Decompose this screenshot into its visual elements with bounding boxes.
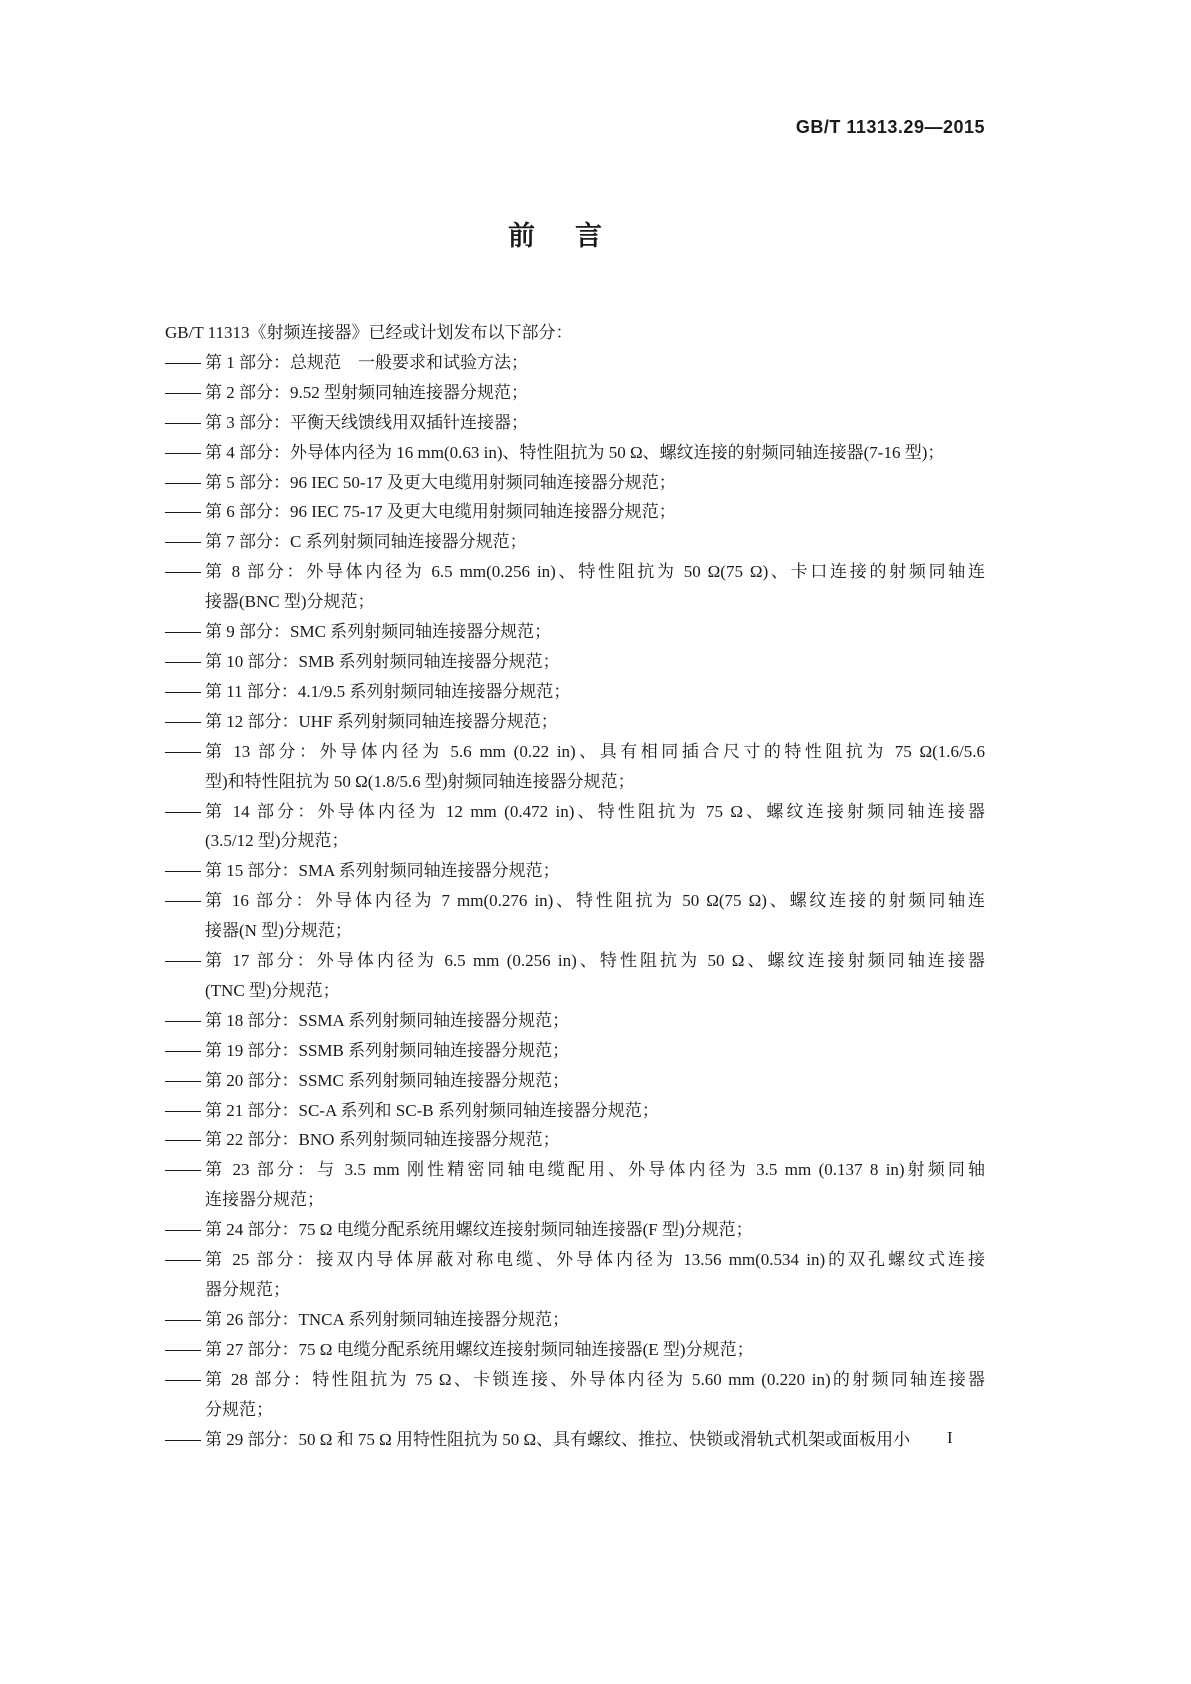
list-item [165, 1305, 985, 1335]
list-item [165, 1335, 985, 1365]
list-item [165, 1066, 985, 1096]
list-item-text: 第 16 部分：外导体内径为 7 mm(0.276 in)、特性阻抗为 50 Ω(75 Ω)、螺纹连接的射频同轴连 [205, 891, 985, 911]
list-item [165, 1245, 985, 1305]
list-item-text: 第 19 部分：SSMB 系列射频同轴连接器分规范； [205, 1040, 570, 1060]
list-item-text: 第 7 部分：C 系列射频同轴连接器分规范； [205, 532, 527, 552]
standard-number: GB/T 11313.29—2015 [795, 117, 985, 137]
list-item [165, 707, 985, 737]
list-item [165, 1155, 985, 1215]
list-item [165, 737, 985, 797]
list-item-text: 第 20 部分：SSMC 系列射频同轴连接器分规范； [205, 1070, 570, 1090]
list-item-text: 第 17 部分：外导体内径为 6.5 mm (0.256 in)、特性阻抗为 50 Ω、螺纹连接射频同轴连接器 [205, 951, 985, 971]
list-item [165, 438, 985, 468]
list-item-text: 第 1 部分：总规范 一般要求和试验方法； [205, 352, 528, 372]
list-item-text: 第 4 部分：外导体内径为 16 mm(0.63 in)、特性阻抗为 50 Ω、螺纹连接的射频同轴连接器(7-16 型)； [205, 442, 945, 462]
list-item-text: 第 11 部分：4.1/9.5 系列射频同轴连接器分规范； [205, 681, 571, 701]
list-item-text: 分规范； [205, 1399, 273, 1419]
list-item-text: 型)和特性阻抗为 50 Ω(1.8/5.6 型)射频同轴连接器分规范； [205, 771, 635, 791]
list-item-text: 第 9 部分：SMC 系列射频同轴连接器分规范； [205, 622, 552, 642]
list-item-text: 第 26 部分：TNCA 系列射频同轴连接器分规范； [205, 1309, 570, 1329]
intro-paragraph: GB/T 11313《射频连接器》已经或计划发布以下部分： [165, 323, 573, 342]
list-item [165, 557, 985, 617]
list-item-text: 第 12 部分：UHF 系列射频同轴连接器分规范； [205, 711, 558, 731]
list-item [165, 797, 985, 857]
parts-list [165, 348, 985, 1455]
list-item [165, 348, 985, 378]
page-number: I [947, 1428, 953, 1447]
list-item-text: 第 18 部分：SSMA 系列射频同轴连接器分规范； [205, 1010, 570, 1030]
list-item-text: 第 3 部分：平衡天线馈线用双插针连接器； [205, 412, 528, 432]
list-item [165, 1006, 985, 1036]
list-item-text: 连接器分规范； [205, 1190, 324, 1210]
list-item-text: (3.5/12 型)分规范； [205, 831, 349, 851]
list-item-text: 第 5 部分：96 IEC 50-17 及更大电缆用射频同轴连接器分规范； [205, 472, 676, 492]
document-body [165, 318, 985, 1454]
list-item [165, 1215, 985, 1245]
list-item-text: 接器(BNC 型)分规范； [205, 592, 375, 612]
list-item-text: 第 23 部分：与 3.5 mm 刚性精密同轴电缆配用、外导体内径为 3.5 mm (0.137 8 in)射频同轴 [205, 1160, 985, 1180]
list-item-text: 第 6 部分：96 IEC 75-17 及更大电缆用射频同轴连接器分规范； [205, 502, 676, 522]
list-item-text: 第 2 部分：9.52 型射频同轴连接器分规范； [205, 382, 528, 402]
list-item-text: 第 14 部分：外导体内径为 12 mm (0.472 in)、特性阻抗为 75 Ω、螺纹连接射频同轴连接器 [205, 801, 985, 821]
list-item [165, 946, 985, 1006]
list-item-text: 接器(N 型)分规范； [205, 921, 352, 941]
list-item [165, 527, 985, 557]
list-item [165, 617, 985, 647]
list-item [165, 1365, 985, 1425]
list-item [165, 1125, 985, 1155]
list-item [165, 677, 985, 707]
list-item [165, 1036, 985, 1066]
list-item-text: 第 13 部分：外导体内径为 5.6 mm (0.22 in)、具有相同插合尺寸的特性阻抗为 75 Ω(1.6/5.6 [205, 741, 985, 761]
list-item-text: 第 22 部分：BNO 系列射频同轴连接器分规范； [205, 1130, 560, 1150]
list-item-text: 第 24 部分：75 Ω 电缆分配系统用螺纹连接射频同轴连接器(F 型)分规范； [205, 1220, 753, 1240]
page-title: 前言 [508, 221, 642, 251]
list-item-text: 第 25 部分：接双内导体屏蔽对称电缆、外导体内径为 13.56 mm(0.534 in)的双孔螺纹式连接 [205, 1250, 985, 1270]
list-item [165, 886, 985, 946]
list-item-text: 第 21 部分：SC-A 系列和 SC-B 系列射频同轴连接器分规范； [205, 1100, 659, 1120]
list-item [165, 856, 985, 886]
list-item-text: 第 15 部分：SMA 系列射频同轴连接器分规范； [205, 861, 560, 881]
list-item [165, 1096, 985, 1126]
list-item-text: (TNC 型)分规范； [205, 980, 340, 1000]
list-item-text: 第 29 部分：50 Ω 和 75 Ω 用特性阻抗为 50 Ω、具有螺纹、推拉、快锁或滑轨式机架或面板用小 [205, 1429, 911, 1449]
list-item [165, 647, 985, 677]
list-item [165, 408, 985, 438]
list-item [165, 468, 985, 498]
list-item-text: 第 28 部分：特性阻抗为 75 Ω、卡锁连接、外导体内径为 5.60 mm (0.220 in)的射频同轴连接器 [205, 1369, 985, 1389]
list-item-text: 第 8 部分：外导体内径为 6.5 mm(0.256 in)、特性阻抗为 50 Ω(75 Ω)、卡口连接的射频同轴连 [205, 562, 985, 582]
list-item [165, 1425, 985, 1455]
list-item-text: 第 27 部分：75 Ω 电缆分配系统用螺纹连接射频同轴连接器(E 型)分规范； [205, 1339, 754, 1359]
list-item-text: 器分规范； [205, 1280, 290, 1299]
list-item [165, 378, 985, 408]
list-item-text: 第 10 部分：SMB 系列射频同轴连接器分规范； [205, 651, 560, 671]
list-item [165, 497, 985, 527]
